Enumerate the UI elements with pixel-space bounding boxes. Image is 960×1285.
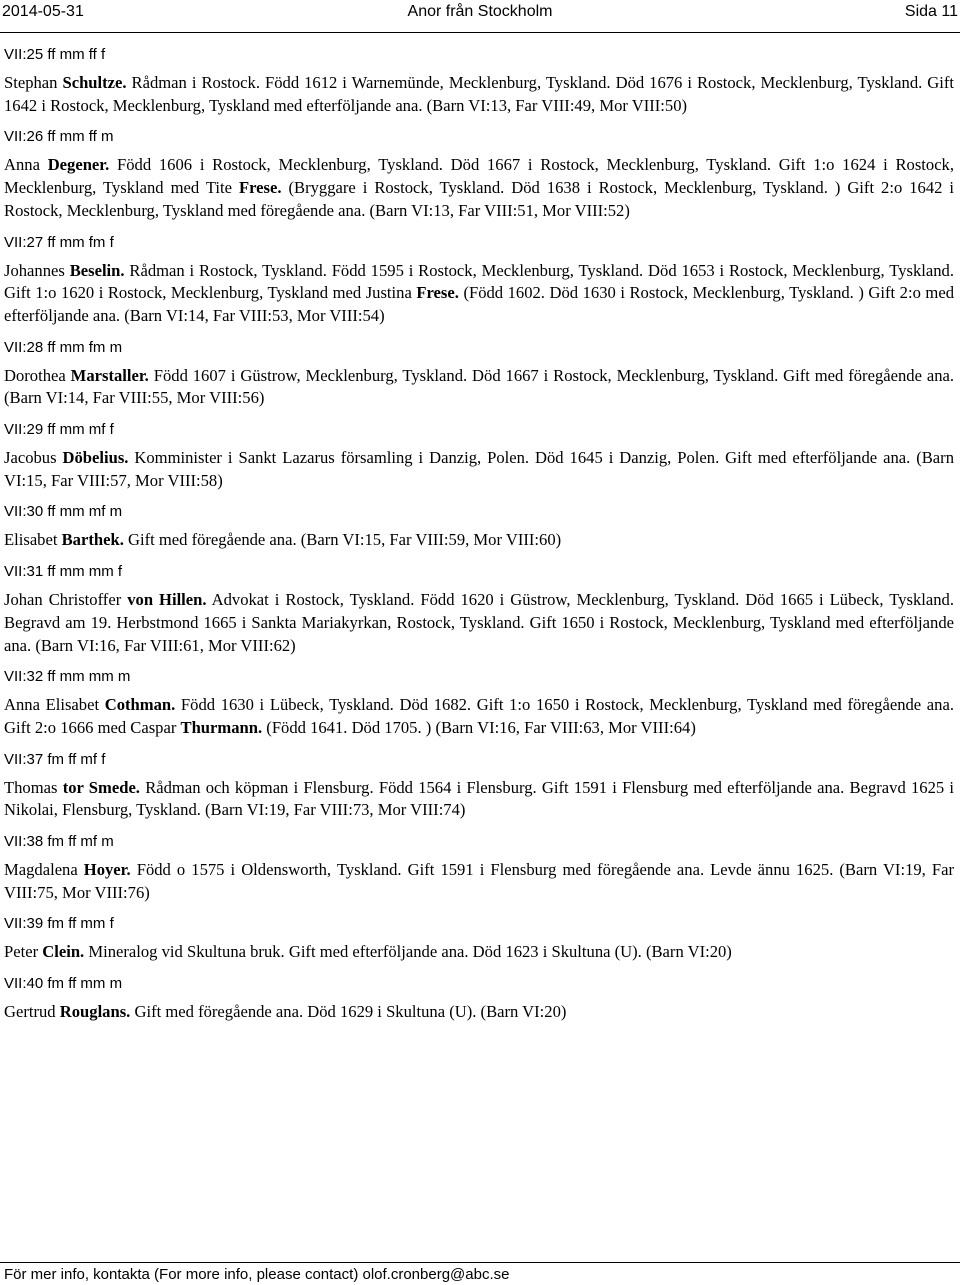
ancestor-entry xyxy=(4,501,954,552)
ancestor-code: VII:37 fm ff mf f xyxy=(4,750,106,768)
surname: Marstaller. xyxy=(70,365,149,385)
description-text: Född o 1575 i Oldensworth, Tyskland. Gift 1591 i Flensburg med föregående ana. Levde ännu 1625. (Barn VI:19, Far VIII:75, Mor VIII:76) xyxy=(4,860,954,902)
spouse-surname: Frese. xyxy=(416,283,459,303)
page-header xyxy=(0,0,960,24)
surname: Hoyer. xyxy=(83,860,131,880)
ancestor-list xyxy=(4,44,954,1033)
ancestor-entry xyxy=(4,913,954,964)
ancestor-code: VII:26 ff mm ff m xyxy=(4,128,114,146)
ancestor-entry xyxy=(4,749,954,822)
description-text: Mineralog vid Skultuna bruk. Gift med efterföljande ana. Död 1623 i Skultuna (U). (Barn VI:20) xyxy=(84,942,732,962)
given-name: Anna Elisabet xyxy=(4,695,105,715)
surname: tor Smede. xyxy=(62,777,140,797)
ancestor-entry xyxy=(4,419,954,492)
description-text: Född 1606 i Rostock, Mecklenburg, Tyskland. Död 1667 i Rostock, Mecklenburg, Tyskland. Gift 1:o 1624 i Rostock, Mecklenburg, Tyskland med Tite xyxy=(4,155,954,198)
surname: Döbelius. xyxy=(62,448,129,468)
footer-divider xyxy=(0,1262,960,1263)
page-footer: För mer info, kontakta (For more info, please contact) olof.cronberg@abc.se xyxy=(4,1266,510,1283)
surname: Clein. xyxy=(42,942,85,962)
ancestor-code: VII:30 ff mm mf m xyxy=(4,503,123,521)
description-text-continued: (Född 1602. Död 1630 i Rostock, Mecklenburg, Tyskland. ) Gift 2:o med efterföljande ana. (Barn VI:14, Far VIII:53, Mor VIII:54) xyxy=(4,283,954,325)
ancestor-description xyxy=(4,777,954,822)
ancestor-entry xyxy=(4,666,954,739)
ancestor-description xyxy=(4,941,954,964)
surname: Rouglans. xyxy=(59,1002,131,1022)
given-name: Johan Christoffer xyxy=(4,590,128,610)
ancestor-entry xyxy=(4,232,954,328)
ancestor-description xyxy=(4,154,954,222)
surname: Barthek. xyxy=(61,530,124,550)
header-page-number: Sida 11 xyxy=(904,3,958,20)
ancestor-code: VII:25 ff mm ff f xyxy=(4,46,106,63)
ancestor-code: VII:38 fm ff mf m xyxy=(4,833,114,851)
ancestor-description xyxy=(4,1001,954,1024)
ancestor-description xyxy=(4,72,954,117)
description-text: Advokat i Rostock, Tyskland. Född 1620 i Güstrow, Mecklenburg, Tyskland. Död 1665 i Lübeck, Tyskland. Begravd am 19. Herbstmond 1665 i Sankta Mariakyrkan, Rostock, Tyskland. Gift 1650 i Rostock, Mecklenburg, Tyskland med efterföljande ana. (Barn VI:16, Far VIII:61, Mor VIII:62) xyxy=(4,590,955,655)
description-text: Gift med föregående ana. Död 1629 i Skultuna (U). (Barn VI:20) xyxy=(130,1002,567,1022)
header-divider xyxy=(0,32,960,33)
ancestor-description xyxy=(4,859,954,904)
ancestor-code: VII:39 fm ff mm f xyxy=(4,915,114,933)
description-text: Rådman i Rostock, Tyskland. Född 1595 i Rostock, Mecklenburg, Tyskland. Död 1653 i Rostock, Mecklenburg, Tyskland. Gift 1:o 1620 i Rostock, Mecklenburg, Tyskland med Justina xyxy=(4,260,954,303)
header-title: Anor från Stockholm xyxy=(407,3,553,20)
description-text-continued: (Bryggare i Rostock, Tyskland. Död 1638 i Rostock, Mecklenburg, Tyskland. ) Gift 2:o 1642 i Rostock, Mecklenburg, Tyskland med föregående ana. (Barn VI:13, Far VIII:51, Mor VIII:52) xyxy=(4,178,954,220)
description-text-continued: (Född 1641. Död 1705. ) (Barn VI:16, Far VIII:63, Mor VIII:64) xyxy=(262,717,696,737)
ancestor-code: VII:31 ff mm mm f xyxy=(4,563,123,581)
given-name: Jacobus xyxy=(4,448,63,468)
ancestor-description xyxy=(4,694,954,739)
given-name: Dorothea xyxy=(4,365,71,385)
description-text: Gift med föregående ana. (Barn VI:15, Far VIII:59, Mor VIII:60) xyxy=(123,530,562,550)
description-text: Rådman och köpman i Flensburg. Född 1564 i Flensburg. Gift 1591 i Flensburg med efterföljande ana. Begravd 1625 i Nikolai, Flensburg, Tyskland. (Barn VI:19, Far VIII:73, Mor VIII:74) xyxy=(4,777,954,820)
ancestor-entry xyxy=(4,831,954,904)
given-name: Johannes xyxy=(4,260,70,280)
ancestor-description xyxy=(4,260,954,328)
ancestor-entry xyxy=(4,561,954,657)
ancestor-description xyxy=(4,365,954,410)
ancestor-entry xyxy=(4,126,954,222)
given-name: Peter xyxy=(4,942,43,962)
ancestor-code: VII:27 ff mm fm f xyxy=(4,233,114,251)
surname: von Hillen. xyxy=(127,590,207,610)
description-text: Rådman i Rostock. Född 1612 i Warnemünde, Mecklenburg, Tyskland. Död 1676 i Rostock, Mecklenburg, Tyskland. Gift 1642 i Rostock, Mecklenburg, Tyskland med efterföljande ana. (Barn VI:13, Far VIII:49, Mor VIII:50) xyxy=(4,73,954,115)
ancestor-entry xyxy=(4,973,954,1024)
spouse-surname: Frese. xyxy=(238,178,282,198)
ancestor-description xyxy=(4,529,954,552)
header-date: 2014-05-31 xyxy=(2,3,84,20)
ancestor-code: VII:29 ff mm mf f xyxy=(4,421,114,439)
ancestor-code: VII:40 fm ff mm m xyxy=(4,975,123,993)
given-name: Anna xyxy=(4,155,48,175)
surname: Beselin. xyxy=(69,260,125,280)
description-text: Född 1630 i Lübeck, Tyskland. Död 1682. Gift 1:o 1650 i Rostock, Mecklenburg, Tyskland med föregående ana. Gift 2:o 1666 med Caspar xyxy=(4,695,954,737)
ancestor-code: VII:28 ff mm fm m xyxy=(4,338,123,356)
ancestor-description xyxy=(4,589,954,657)
given-name: Magdalena xyxy=(4,860,84,880)
ancestor-code: VII:32 ff mm mm m xyxy=(4,668,131,686)
ancestor-entry xyxy=(4,337,954,410)
given-name: Gertrud xyxy=(4,1002,60,1022)
ancestor-entry xyxy=(4,44,954,117)
spouse-surname: Thurmann. xyxy=(180,717,263,737)
surname: Degener. xyxy=(47,155,110,175)
description-text: Född 1607 i Güstrow, Mecklenburg, Tyskland. Död 1667 i Rostock, Mecklenburg, Tyskland. Gift med föregående ana. (Barn VI:14, Far VIII:55, Mor VIII:56) xyxy=(4,365,955,408)
description-text: Komminister i Sankt Lazarus församling i Danzig, Polen. Död 1645 i Danzig, Polen. Gift med efterföljande ana. (Barn VI:15, Far VIII:57, Mor VIII:58) xyxy=(4,448,954,490)
surname: Cothman. xyxy=(104,695,176,715)
given-name: Thomas xyxy=(4,777,63,797)
surname: Schultze. xyxy=(62,73,127,92)
given-name: Elisabet xyxy=(4,530,62,550)
ancestor-description xyxy=(4,447,954,492)
given-name: Stephan xyxy=(4,73,63,92)
